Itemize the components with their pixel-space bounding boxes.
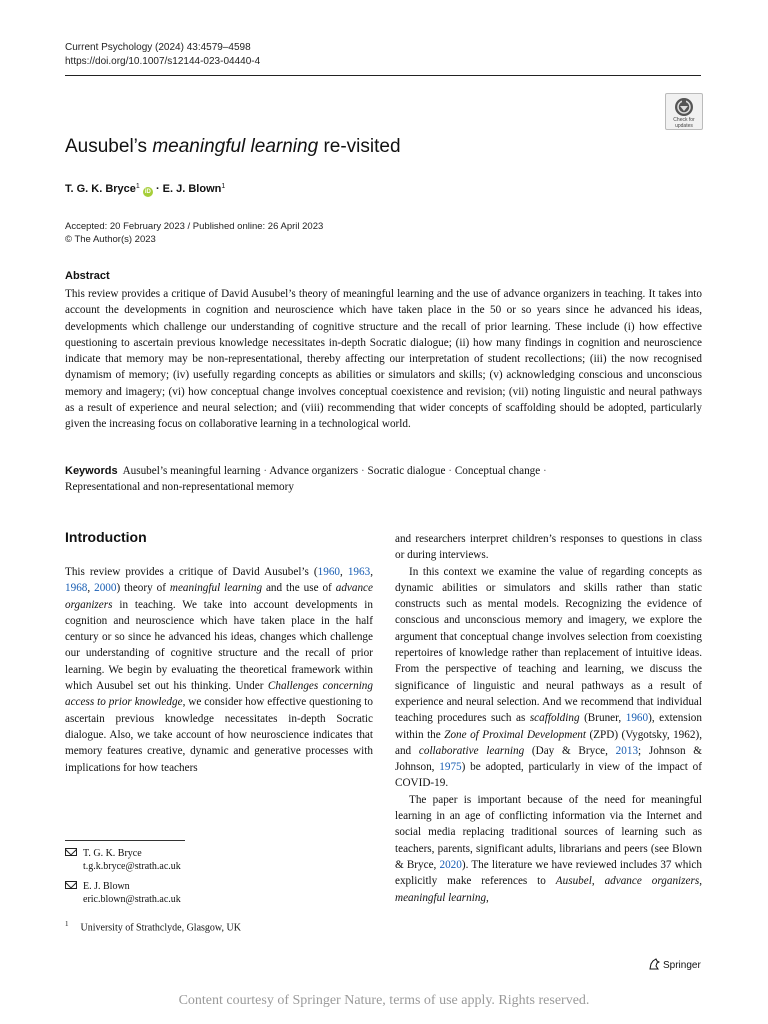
footnote-bryce-name: T. G. K. Bryce: [83, 848, 142, 859]
keyword-item: Ausubel’s meaningful learning: [122, 465, 261, 477]
keyword-item: Conceptual change: [454, 465, 541, 477]
footnote-rule: [65, 840, 185, 841]
citation-link[interactable]: 2000: [94, 582, 117, 595]
doi-link[interactable]: https://doi.org/10.1007/s12144-023-04440-4: [65, 56, 261, 67]
orcid-icon[interactable]: iD: [144, 189, 151, 195]
citation-link[interactable]: 1963: [347, 566, 371, 578]
springer-label: Springer: [663, 960, 701, 971]
citation-link[interactable]: 1968: [65, 582, 88, 595]
footnote-affiliation: [65, 918, 241, 935]
title-part2: re-visited: [318, 136, 401, 157]
citation-link[interactable]: 1960: [317, 566, 341, 578]
citation-link[interactable]: 2013: [615, 744, 639, 757]
springer-horse-icon: [648, 958, 660, 970]
check-updates-icon: [674, 97, 694, 117]
author-bryce-affil: 1: [135, 183, 140, 190]
keyword-item: Socratic dialogue: [367, 465, 446, 477]
footnote-bryce: [65, 848, 181, 873]
footnote-bryce-email[interactable]: t.g.k.bryce@strath.ac.uk: [83, 860, 181, 872]
check-for-updates-badge[interactable]: [665, 93, 703, 130]
journal-citation: Current Psychology (2024) 43:4579–4598: [65, 42, 251, 53]
publication-dates: [65, 220, 323, 246]
badge-line1: Check for: [673, 117, 695, 123]
badge-line2: updates: [675, 123, 693, 129]
keyword-item: Advance organizers: [269, 465, 359, 477]
citation-link[interactable]: 1975: [439, 761, 462, 774]
footnote-blown-email[interactable]: eric.blown@strath.ac.uk: [83, 893, 181, 905]
title-italic: meaningful learning: [152, 136, 319, 157]
keywords-label: Keywords: [65, 465, 118, 477]
introduction-heading: Introduction: [65, 529, 147, 545]
author-bryce[interactable]: T. G. K. Bryce: [65, 183, 136, 195]
author-sep: ·: [152, 183, 163, 195]
springer-logo[interactable]: [648, 958, 701, 973]
author-list: [65, 180, 225, 197]
author-blown[interactable]: E. J. Blown: [162, 183, 222, 195]
footnote-blown-name: E. J. Blown: [83, 881, 130, 892]
citation-link[interactable]: 1960: [625, 712, 649, 725]
intro-left-column: [65, 564, 373, 776]
abstract-body: This review provides a critique of David Ausubel’s theory of meaningful learning and the use of advance organizers in teaching. It takes into account the developments in cognition and neuroscience which have taken place in the 50 or so years since he advanced his ideas, developments which challenge our understanding of cognitive structure and the recall of prior learning. These include (i) how effective questioning to ascertain previous knowledge necessitates in-depth Socratic dialogue; (ii) how many findings in cognition and neuroscience indicate that memory may be non-representational, thereby affecting our interpretation of student recollections; (iii) the now recognised dynamism of memory; (iv) usefully regarding concepts as abilities or simulators and skills; (v) acknowledging conscious and unconscious memory and imagery; (vi) how conceptual change involves conceptual coexistence and revision; (vii) noting linguistic and neural pathways as a result of experience and neural selection; and (viii) recommending that wider concepts of scaffolding should be adopted, particularly given the increasing focus on collaborative learning in a technological world.: [65, 288, 702, 431]
affiliation-number: 1: [65, 920, 69, 928]
intro-right-column: [395, 531, 702, 906]
journal-header: [65, 41, 260, 69]
author-blown-affil: 1: [221, 183, 226, 190]
intro-paragraph-1: This review provides a critique of David Ausubel’s (1960, 1963, 1968, 2000) theory of meaningful learning and the use of advance organizers in teaching. We take into account developments in cognition and neuroscience which have taken place in the half century or so since he advanced his ideas, changes which challenge our understanding of cognitive structure and the recall of prior learning. We begin by evaluating the theoretical framework within which Ausubel set out his thinking. Under Challenges concerning access to prior knowledge, we consider how effective questioning to ascertain previous knowledge necessitates in-depth Socratic dialogue. Also, we take account of how neuroscience indicates that memory features creative, dynamic and generative processes with implications for how teachers: [65, 566, 374, 774]
header-rule: [65, 75, 701, 76]
envelope-icon: [65, 848, 77, 856]
intro-paragraph-1-cont: and researchers interpret children’s responses to questions in class or during interviews.: [395, 533, 702, 562]
article-title: [65, 135, 401, 159]
courtesy-notice: Content courtesy of Springer Nature, terms of use apply. Rights reserved.: [178, 993, 590, 1008]
accepted-published: Accepted: 20 February 2023 / Published online: 26 April 2023: [65, 221, 324, 232]
title-part1: Ausubel’s: [65, 136, 153, 157]
intro-paragraph-3: The paper is important because of the need for meaningful learning in an age of conflicting information via the Internet and social media replacing traditional sources of learning such as teachers, parents, significant adults, librarians and peers (see Blown & Bryce, 2020). The literature we have reviewed includes 37 which explicitly make references to Ausubel, advance organizers, meaningful learning,: [395, 793, 702, 904]
envelope-icon: [65, 881, 77, 889]
copyright: © The Author(s) 2023: [65, 234, 156, 245]
footnote-blown: [65, 881, 181, 906]
affiliation-text: University of Strathclyde, Glasgow, UK: [80, 922, 241, 934]
intro-paragraph-2: In this context we examine the value of regarding concepts as dynamic abilities or simulators and skills rather than static constructs such as mental models. Recognizing the evidence of conscious and unconscious memory and imagery, we explore the argument that conceptual change involves selection from coexisting repertoires of knowledge rather than replacement of intuitive ideas. From the perspective of teaching and learning, we discuss the significance of linguistic and neural pathways as a result of experience and neural selection. And we recommend that individual teaching procedures such as scaffolding (Bruner, 1960), extension within the Zone of Proximal Development (ZPD) (Vygotsky, 1962), and collaborative learning (Day & Bryce, 2013; Johnson & Johnson, 1975) be adopted, particularly in view of the impact of COVID-19.: [395, 565, 702, 790]
citation-link[interactable]: 2020: [439, 858, 462, 871]
keywords: Keywords Ausubel’s meaningful learning · Advance organizers · Socratic dialogue · Conceptual change · Representational and non-representational memory: [65, 465, 547, 494]
abstract-heading: Abstract: [65, 270, 110, 282]
keyword-item: Representational and non-representational memory: [65, 481, 294, 494]
